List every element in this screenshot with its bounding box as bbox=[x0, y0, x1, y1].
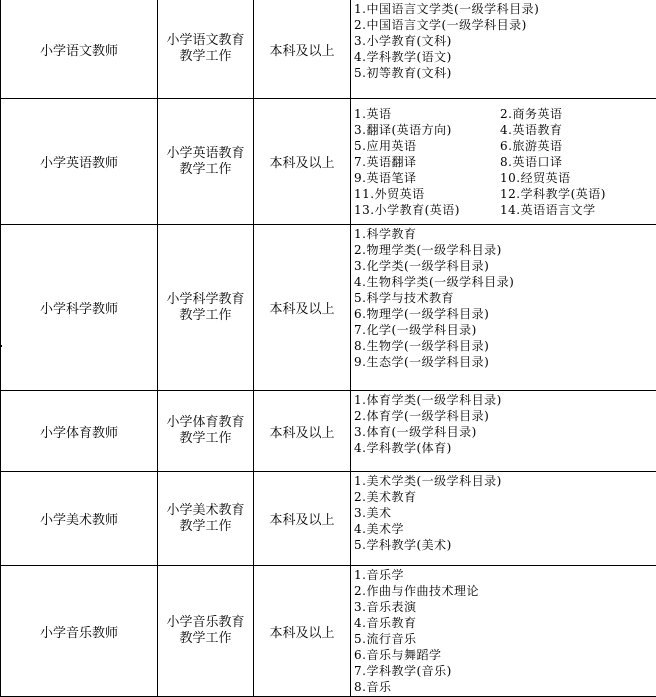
major-item: 7.化学(一级学科目录) bbox=[354, 322, 656, 338]
major-item: 2.美术教育 bbox=[354, 489, 656, 505]
table-row-science bbox=[1, 225, 656, 391]
major-item: 4.音乐教育 bbox=[354, 615, 656, 631]
education-cell: 本科及以上 bbox=[254, 566, 351, 697]
work-content-line: 教学工作 bbox=[158, 308, 253, 324]
major-item: 2.中国语言文学(一级学科目录) bbox=[354, 17, 656, 33]
major-item: 6.音乐与舞蹈学 bbox=[354, 647, 656, 663]
major-item: 5.流行音乐 bbox=[354, 631, 656, 647]
major-item: 6.物理学(一级学科目录) bbox=[354, 306, 656, 322]
major-item: 1.音乐学 bbox=[354, 567, 656, 583]
major-item: 11.外贸英语 bbox=[354, 186, 500, 202]
major-item: 3.美术 bbox=[354, 505, 656, 521]
major-item: 1.体育学类(一级学科目录) bbox=[354, 392, 656, 408]
major-item: 2.体育学(一级学科目录) bbox=[354, 408, 656, 424]
table-row-pe bbox=[1, 391, 656, 472]
work-content-line: 教学工作 bbox=[158, 631, 253, 647]
work-content-cell bbox=[158, 225, 254, 391]
work-content-line: 小学语文教育 bbox=[158, 33, 253, 49]
work-content-line: 小学美术教育 bbox=[158, 503, 253, 519]
table-row-art bbox=[1, 472, 656, 566]
margin-mark bbox=[0, 345, 2, 347]
work-content-cell bbox=[158, 0, 254, 99]
position-cell: 小学美术教师 bbox=[1, 472, 158, 566]
major-item: 3.化学类(一级学科目录) bbox=[354, 258, 656, 274]
major-item: 4.英语教育 bbox=[500, 122, 656, 138]
major-item: 8.音乐 bbox=[354, 679, 656, 695]
major-item: 1.美术学类(一级学科目录) bbox=[354, 473, 656, 489]
education-cell: 本科及以上 bbox=[254, 0, 351, 99]
major-item: 9.英语笔译 bbox=[354, 170, 500, 186]
table-row-music bbox=[1, 566, 656, 697]
work-content-cell bbox=[158, 566, 254, 697]
majors-list bbox=[354, 1, 656, 81]
majors-list bbox=[354, 473, 656, 553]
majors-cell bbox=[351, 391, 656, 472]
position-cell: 小学科学教师 bbox=[1, 225, 158, 391]
major-item: 5.初等教育(文科) bbox=[354, 65, 656, 81]
work-content-line: 小学体育教育 bbox=[158, 415, 253, 431]
major-item: 4.生物科学类(一级学科目录) bbox=[354, 274, 656, 290]
position-cell: 小学音乐教师 bbox=[1, 566, 158, 697]
education-cell: 本科及以上 bbox=[254, 391, 351, 472]
major-item: 12.学科教学(英语) bbox=[500, 186, 656, 202]
major-item: 4.学科教学(体育) bbox=[354, 440, 656, 456]
major-item: 1.中国语言文学类(一级学科目录) bbox=[354, 1, 656, 17]
work-content-line: 教学工作 bbox=[158, 519, 253, 535]
major-item: 7.英语翻译 bbox=[354, 154, 500, 170]
major-item: 2.物理学类(一级学科目录) bbox=[354, 242, 656, 258]
major-item: 5.科学与技术教育 bbox=[354, 290, 656, 306]
work-content-cell bbox=[158, 472, 254, 566]
major-item: 10.经贸英语 bbox=[500, 170, 656, 186]
major-item: 3.音乐表演 bbox=[354, 599, 656, 615]
work-content-line: 教学工作 bbox=[158, 49, 253, 65]
major-item: 2.商务英语 bbox=[500, 106, 656, 122]
education-cell: 本科及以上 bbox=[254, 472, 351, 566]
majors-list bbox=[354, 106, 656, 218]
major-item: 1.科学教育 bbox=[354, 226, 656, 242]
major-item: 3.小学教育(文科) bbox=[354, 33, 656, 49]
position-cell: 小学英语教师 bbox=[1, 99, 158, 225]
major-item: 4.学科教学(语文) bbox=[354, 49, 656, 65]
table-row-chinese bbox=[1, 0, 656, 99]
work-content-cell bbox=[158, 391, 254, 472]
major-item: 5.应用英语 bbox=[354, 138, 500, 154]
majors-cell bbox=[351, 566, 656, 697]
majors-cell bbox=[351, 225, 656, 391]
position-cell: 小学体育教师 bbox=[1, 391, 158, 472]
major-item: 6.旅游英语 bbox=[500, 138, 656, 154]
major-item: 4.美术学 bbox=[354, 521, 656, 537]
work-content-cell bbox=[158, 99, 254, 225]
majors-list bbox=[354, 226, 656, 370]
work-content-line: 小学英语教育 bbox=[158, 146, 253, 162]
major-item: 3.翻译(英语方向) bbox=[354, 122, 500, 138]
major-item: 2.作曲与作曲技术理论 bbox=[354, 583, 656, 599]
majors-cell bbox=[351, 0, 656, 99]
majors-cell bbox=[351, 472, 656, 566]
education-cell: 本科及以上 bbox=[254, 99, 351, 225]
major-item: 13.小学教育(英语) bbox=[354, 202, 500, 218]
major-item: 8.英语口译 bbox=[500, 154, 656, 170]
work-content-line: 小学音乐教育 bbox=[158, 615, 253, 631]
major-item: 3.体育(一级学科目录) bbox=[354, 424, 656, 440]
major-item: 7.学科教学(音乐) bbox=[354, 663, 656, 679]
majors-list bbox=[354, 567, 656, 695]
major-item: 5.学科教学(美术) bbox=[354, 537, 656, 553]
major-item: 9.生态学(一级学科目录) bbox=[354, 354, 656, 370]
major-item: 14.英语语言文学 bbox=[500, 202, 656, 218]
table-row-english bbox=[1, 99, 656, 225]
work-content-line: 教学工作 bbox=[158, 431, 253, 447]
majors-cell bbox=[351, 99, 656, 225]
work-content-line: 小学科学教育 bbox=[158, 292, 253, 308]
majors-list bbox=[354, 392, 656, 456]
position-cell: 小学语文教师 bbox=[1, 0, 158, 99]
major-item: 8.生物学(一级学科目录) bbox=[354, 338, 656, 354]
education-cell: 本科及以上 bbox=[254, 225, 351, 391]
work-content-line: 教学工作 bbox=[158, 162, 253, 178]
major-item: 1.英语 bbox=[354, 106, 500, 122]
